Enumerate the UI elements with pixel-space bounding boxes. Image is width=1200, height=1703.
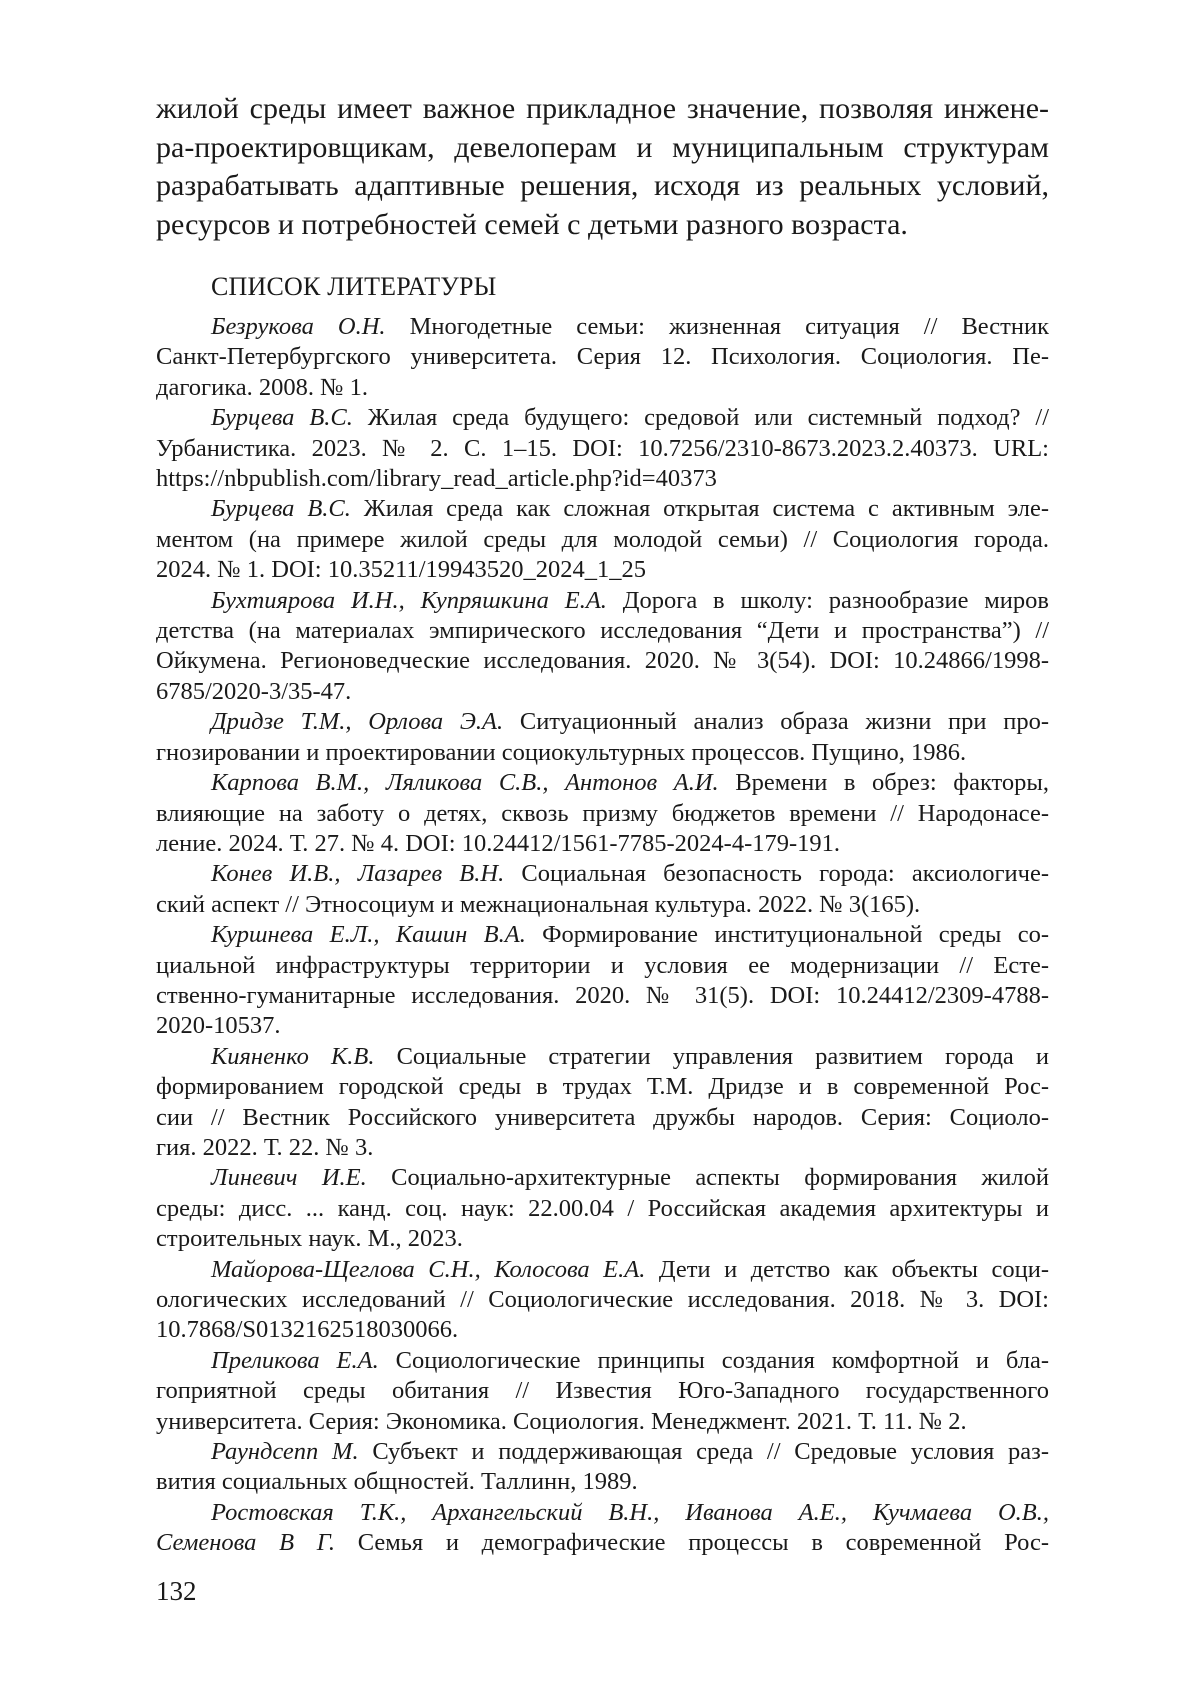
reference-author: Кияненко К.В. xyxy=(211,1043,374,1070)
reference-author: Ростовская Т.К., Архангельский В.Н., Иванова А.Е., Кучмаева О.В., xyxy=(211,1499,1049,1526)
reference-line: 2024. № 1. DOI: 10.35211/19943520_2024_1_25 xyxy=(156,555,1049,585)
reference-entry xyxy=(156,1163,1049,1254)
reference-line: 6785/2020-3/35-47. xyxy=(156,677,1049,707)
reference-line: гоприятной среды обитания // Известия Юго-Западного государственного xyxy=(156,1376,1049,1406)
reference-author: Бухтиярова И.Н., Купряшкина Е.А. xyxy=(211,587,607,614)
reference-line: Кияненко К.В. Социальные стратегии управления развитием города и xyxy=(156,1042,1049,1072)
reference-line: Санкт-Петербургского университета. Серия 12. Психология. Социология. Пе- xyxy=(156,342,1049,372)
reference-line: гия. 2022. Т. 22. № 3. xyxy=(156,1133,1049,1163)
reference-entry xyxy=(156,1437,1049,1498)
body-line: разрабатывать адаптивные решения, исходя из реальных условий, xyxy=(156,167,1049,206)
reference-line: ментом (на примере жилой среды для молодой семьи) // Социология города. xyxy=(156,525,1049,555)
reference-line: университета. Серия: Экономика. Социология. Менеджмент. 2021. Т. 11. № 2. xyxy=(156,1407,1049,1437)
reference-line: Конев И.В., Лазарев В.Н. Социальная безопасность города: аксиологиче- xyxy=(156,859,1049,889)
body-line: ресурсов и потребностей семей с детьми разного возраста. xyxy=(156,206,1049,245)
reference-entry xyxy=(156,586,1049,708)
reference-entry xyxy=(156,768,1049,859)
reference-author: Семенова В Г. xyxy=(156,1529,335,1556)
reference-line: сии // Вестник Российского университета дружбы народов. Серия: Социоло- xyxy=(156,1103,1049,1133)
reference-line: Линевич И.Е. Социально-архитектурные аспекты формирования жилой xyxy=(156,1163,1049,1193)
reference-line: среды: дисс. ... канд. соц. наук: 22.00.04 / Российская академия архитектуры и xyxy=(156,1194,1049,1224)
reference-line: Дридзе Т.М., Орлова Э.А. Ситуационный анализ образа жизни при про- xyxy=(156,707,1049,737)
reference-line: дагогика. 2008. № 1. xyxy=(156,373,1049,403)
reference-entry xyxy=(156,1042,1049,1164)
reference-entry xyxy=(156,494,1049,585)
reference-entry xyxy=(156,707,1049,768)
reference-line: ление. 2024. Т. 27. № 4. DOI: 10.24412/1561-7785-2024-4-179-191. xyxy=(156,829,1049,859)
reference-author: Раундсепп М. xyxy=(211,1438,359,1465)
reference-line: строительных наук. М., 2023. xyxy=(156,1224,1049,1254)
body-line: ра-проектировщикам, девелоперам и муниципальным структурам xyxy=(156,129,1049,168)
reference-line: https://nbpublish.com/library_read_article.php?id=40373 xyxy=(156,464,1049,494)
reference-line: гнозировании и проектировании социокультурных процессов. Пущино, 1986. xyxy=(156,738,1049,768)
reference-line: Безрукова О.Н. Многодетные семьи: жизненная ситуация // Вестник xyxy=(156,312,1049,342)
reference-entry xyxy=(156,312,1049,403)
reference-line: Преликова Е.А. Социологические принципы создания комфортной и бла- xyxy=(156,1346,1049,1376)
reference-line: Семенова В Г. Семья и демографические процессы в современной Рос- xyxy=(156,1528,1049,1558)
reference-author: Бурцева В.С. xyxy=(211,404,353,431)
body-paragraph xyxy=(156,90,1049,244)
reference-entry xyxy=(156,1346,1049,1437)
reference-line: детства (на материалах эмпирического исследования “Дети и пространства”) // xyxy=(156,616,1049,646)
reference-author: Безрукова О.Н. xyxy=(211,313,386,340)
reference-author: Майорова-Щеглова С.Н., Колосова Е.А. xyxy=(211,1256,645,1283)
reference-author: Бурцева В.С. xyxy=(211,495,351,522)
reference-line: формированием городской среды в трудах Т.М. Дридзе и в современной Рос- xyxy=(156,1072,1049,1102)
page-number: 132 xyxy=(156,1576,197,1607)
reference-line: Ойкумена. Регионоведческие исследования. 2020. № 3(54). DOI: 10.24866/1998- xyxy=(156,646,1049,676)
reference-line: Бухтиярова И.Н., Купряшкина Е.А. Дорога в школу: разнообразие миров xyxy=(156,586,1049,616)
reference-entry xyxy=(156,859,1049,920)
reference-line: Майорова-Щеглова С.Н., Колосова Е.А. Дети и детство как объекты соци- xyxy=(156,1255,1049,1285)
reference-author: Конев И.В., Лазарев В.Н. xyxy=(211,860,504,887)
reference-line: Бурцева В.С. Жилая среда как сложная открытая система с активным эле- xyxy=(156,494,1049,524)
reference-entry xyxy=(156,403,1049,494)
reference-line: вития социальных общностей. Таллинн, 1989. xyxy=(156,1467,1049,1497)
reference-line: Куршнева Е.Л., Кашин В.А. Формирование институциональной среды со- xyxy=(156,920,1049,950)
reference-line: Урбанистика. 2023. № 2. С. 1–15. DOI: 10.7256/2310-8673.2023.2.40373. URL: xyxy=(156,434,1049,464)
reference-line: ственно-гуманитарные исследования. 2020. № 31(5). DOI: 10.24412/2309-4788- xyxy=(156,981,1049,1011)
reference-line: ский аспект // Этносоциум и межнациональная культура. 2022. № 3(165). xyxy=(156,890,1049,920)
reference-entry xyxy=(156,1255,1049,1346)
reference-author: Линевич И.Е. xyxy=(211,1164,367,1191)
reference-line: Раундсепп М. Субъект и поддерживающая среда // Средовые условия раз- xyxy=(156,1437,1049,1467)
references-heading: СПИСОК ЛИТЕРАТУРЫ xyxy=(211,272,496,302)
reference-author: Дридзе Т.М., Орлова Э.А. xyxy=(211,708,503,735)
reference-author: Карпова В.М., Ляликова С.В., Антонов А.И. xyxy=(211,769,719,796)
reference-author: Преликова Е.А. xyxy=(211,1347,379,1374)
reference-line: ологических исследований // Социологические исследования. 2018. № 3. DOI: xyxy=(156,1285,1049,1315)
reference-author: Куршнева Е.Л., Кашин В.А. xyxy=(211,921,526,948)
reference-entry xyxy=(156,920,1049,1042)
reference-line: циальной инфраструктуры территории и условия ее модернизации // Есте- xyxy=(156,951,1049,981)
reference-line: Карпова В.М., Ляликова С.В., Антонов А.И. Времени в обрез: факторы, xyxy=(156,768,1049,798)
reference-line: влияющие на заботу о детях, сквозь призму бюджетов времени // Народонасе- xyxy=(156,799,1049,829)
references-list xyxy=(156,312,1049,1559)
reference-line xyxy=(156,1498,1049,1528)
book-page xyxy=(156,0,1049,1703)
reference-entry xyxy=(156,1498,1049,1559)
reference-line: 10.7868/S0132162518030066. xyxy=(156,1315,1049,1345)
reference-line: 2020-10537. xyxy=(156,1011,1049,1041)
reference-line: Бурцева В.С. Жилая среда будущего: средовой или системный подход? // xyxy=(156,403,1049,433)
body-line: жилой среды имеет важное прикладное значение, позволяя инжене- xyxy=(156,90,1049,129)
